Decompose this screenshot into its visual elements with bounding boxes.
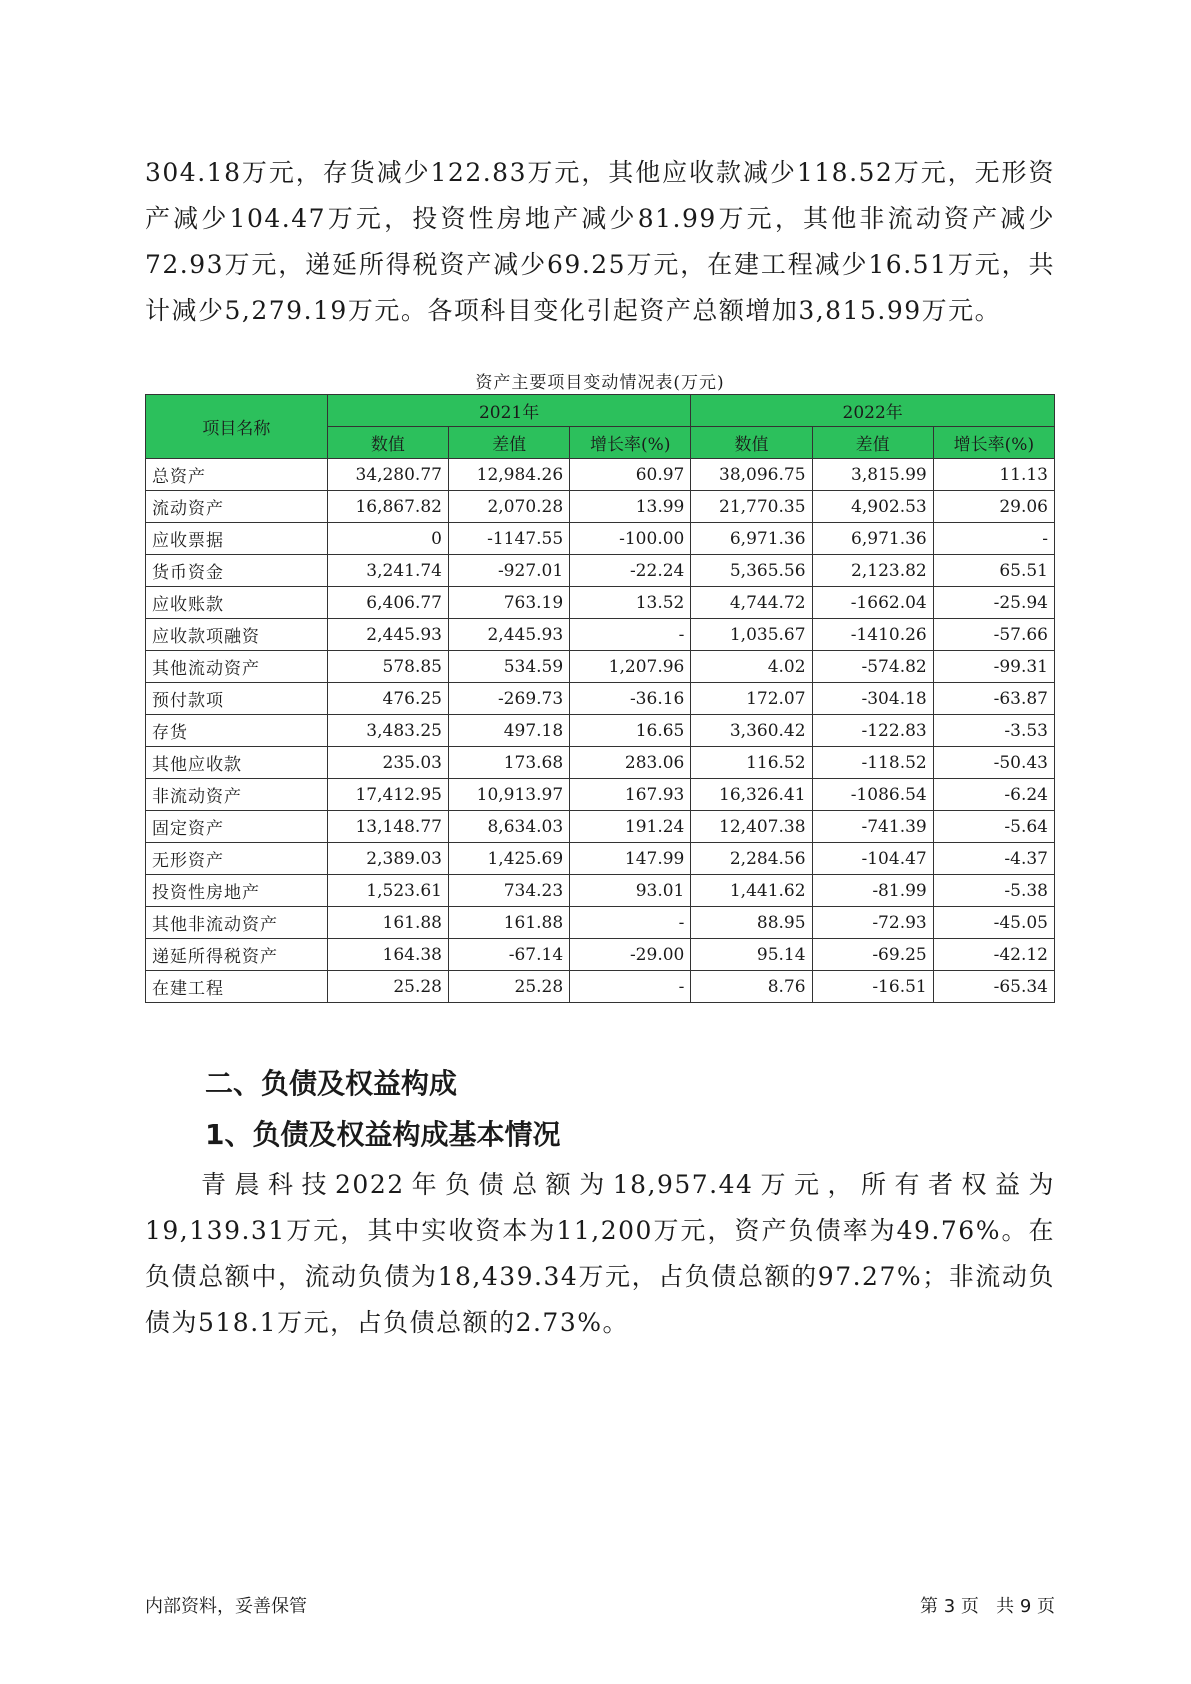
table-row <box>146 651 1055 683</box>
table-row <box>146 779 1055 811</box>
row-item-name: 应收账款 <box>146 587 328 619</box>
row-value-cell: -25.94 <box>933 587 1054 619</box>
row-value-cell: -1086.54 <box>812 779 933 811</box>
row-value-cell: 4,744.72 <box>691 587 812 619</box>
row-value-cell: 8,634.03 <box>448 811 569 843</box>
table-row <box>146 555 1055 587</box>
table-row <box>146 715 1055 747</box>
table-row <box>146 843 1055 875</box>
row-value-cell: 3,483.25 <box>327 715 448 747</box>
year-header-2022: 2022年 <box>691 395 1055 427</box>
row-value-cell: 13,148.77 <box>327 811 448 843</box>
row-value-cell: 763.19 <box>448 587 569 619</box>
row-item-name: 在建工程 <box>146 971 328 1003</box>
row-value-cell: 16,326.41 <box>691 779 812 811</box>
row-value-cell: 88.95 <box>691 907 812 939</box>
row-value-cell: 4.02 <box>691 651 812 683</box>
row-item-name: 递延所得税资产 <box>146 939 328 971</box>
row-value-cell: 534.59 <box>448 651 569 683</box>
row-value-cell: 578.85 <box>327 651 448 683</box>
row-value-cell: 13.52 <box>570 587 691 619</box>
table-row <box>146 523 1055 555</box>
row-value-cell: -22.24 <box>570 555 691 587</box>
row-value-cell: -100.00 <box>570 523 691 555</box>
row-value-cell: 191.24 <box>570 811 691 843</box>
row-value-cell: -69.25 <box>812 939 933 971</box>
footer-confidential-note: 内部资料，妥善保管 <box>145 1596 307 1617</box>
row-value-cell: 34,280.77 <box>327 459 448 491</box>
row-value-cell: -927.01 <box>448 555 569 587</box>
row-value-cell: -1662.04 <box>812 587 933 619</box>
row-item-name: 其他非流动资产 <box>146 907 328 939</box>
row-value-cell: 1,425.69 <box>448 843 569 875</box>
row-value-cell: 476.25 <box>327 683 448 715</box>
row-value-cell: 6,971.36 <box>812 523 933 555</box>
row-value-cell: 3,360.42 <box>691 715 812 747</box>
row-value-cell: -122.83 <box>812 715 933 747</box>
row-value-cell: 16.65 <box>570 715 691 747</box>
row-value-cell: -3.53 <box>933 715 1054 747</box>
growth-header-2022: 增长率(%) <box>933 427 1054 459</box>
row-value-cell: -81.99 <box>812 875 933 907</box>
row-value-cell: 12,984.26 <box>448 459 569 491</box>
row-item-name: 存货 <box>146 715 328 747</box>
row-item-name: 投资性房地产 <box>146 875 328 907</box>
row-value-cell: 173.68 <box>448 747 569 779</box>
row-value-cell: - <box>570 907 691 939</box>
row-value-cell: 161.88 <box>327 907 448 939</box>
row-item-name: 其他应收款 <box>146 747 328 779</box>
body-paragraph: 青晨科技2022年负债总额为18,957.44万元，所有者权益为19,139.31万元，其中实收资本为11,200万元，资产负债率为49.76%。在负债总额中，流动负债为18,439.34万元，占负债总额的97.27%；非流动负债为518.1万元，占负债总额的2.73%。 <box>145 1170 1055 1337</box>
row-value-cell: 16,867.82 <box>327 491 448 523</box>
table-row <box>146 459 1055 491</box>
row-value-cell: -574.82 <box>812 651 933 683</box>
row-value-cell: -1410.26 <box>812 619 933 651</box>
row-value-cell: -5.38 <box>933 875 1054 907</box>
row-value-cell: 11.13 <box>933 459 1054 491</box>
row-value-cell: 3,241.74 <box>327 555 448 587</box>
row-value-cell: 25.28 <box>448 971 569 1003</box>
row-value-cell: 167.93 <box>570 779 691 811</box>
value-header-2021: 数值 <box>327 427 448 459</box>
row-value-cell: 6,406.77 <box>327 587 448 619</box>
row-value-cell: -29.00 <box>570 939 691 971</box>
row-value-cell: -16.51 <box>812 971 933 1003</box>
row-item-name: 货币资金 <box>146 555 328 587</box>
footer-page-number: 第 3 页 共 9 页 <box>920 1596 1055 1617</box>
sub-heading: 1、负债及权益构成基本情况 <box>205 1118 561 1151</box>
row-value-cell: 38,096.75 <box>691 459 812 491</box>
row-item-name: 总资产 <box>146 459 328 491</box>
table-caption: 资产主要项目变动情况表(万元) <box>475 373 725 393</box>
row-value-cell: 93.01 <box>570 875 691 907</box>
table-row <box>146 587 1055 619</box>
row-value-cell: 2,445.93 <box>327 619 448 651</box>
row-value-cell: 60.97 <box>570 459 691 491</box>
row-item-name: 应收票据 <box>146 523 328 555</box>
row-value-cell: 147.99 <box>570 843 691 875</box>
row-value-cell: 29.06 <box>933 491 1054 523</box>
row-value-cell: -45.05 <box>933 907 1054 939</box>
row-value-cell: -118.52 <box>812 747 933 779</box>
row-value-cell: 1,207.96 <box>570 651 691 683</box>
table-row <box>146 619 1055 651</box>
row-value-cell: 283.06 <box>570 747 691 779</box>
row-value-cell: -5.64 <box>933 811 1054 843</box>
row-value-cell: -63.87 <box>933 683 1054 715</box>
row-value-cell: 497.18 <box>448 715 569 747</box>
table-row <box>146 683 1055 715</box>
row-item-name: 无形资产 <box>146 843 328 875</box>
row-item-name: 应收款项融资 <box>146 619 328 651</box>
row-value-cell: - <box>570 971 691 1003</box>
diff-header-2021: 差值 <box>448 427 569 459</box>
row-value-cell: 1,035.67 <box>691 619 812 651</box>
row-value-cell: 95.14 <box>691 939 812 971</box>
row-value-cell: -1147.55 <box>448 523 569 555</box>
row-value-cell: - <box>570 619 691 651</box>
row-value-cell: 161.88 <box>448 907 569 939</box>
section-heading: 二、负债及权益构成 <box>205 1067 458 1100</box>
row-value-cell: 2,445.93 <box>448 619 569 651</box>
row-value-cell: -72.93 <box>812 907 933 939</box>
row-value-cell: 172.07 <box>691 683 812 715</box>
row-value-cell: 25.28 <box>327 971 448 1003</box>
row-item-name: 流动资产 <box>146 491 328 523</box>
row-value-cell: 5,365.56 <box>691 555 812 587</box>
row-value-cell: -50.43 <box>933 747 1054 779</box>
row-value-cell: -741.39 <box>812 811 933 843</box>
row-value-cell: 65.51 <box>933 555 1054 587</box>
row-value-cell: 8.76 <box>691 971 812 1003</box>
row-value-cell: 2,123.82 <box>812 555 933 587</box>
row-value-cell: 116.52 <box>691 747 812 779</box>
row-value-cell: 21,770.35 <box>691 491 812 523</box>
item-name-header: 项目名称 <box>146 395 328 459</box>
table-row <box>146 491 1055 523</box>
row-value-cell: 13.99 <box>570 491 691 523</box>
year-header-2021: 2021年 <box>327 395 691 427</box>
table-row <box>146 747 1055 779</box>
table-body <box>146 459 1055 1003</box>
asset-change-table <box>145 394 1055 1003</box>
row-value-cell: -104.47 <box>812 843 933 875</box>
row-item-name: 固定资产 <box>146 811 328 843</box>
value-header-2022: 数值 <box>691 427 812 459</box>
row-value-cell: - <box>933 523 1054 555</box>
row-value-cell: -269.73 <box>448 683 569 715</box>
row-value-cell: -6.24 <box>933 779 1054 811</box>
row-value-cell: -57.66 <box>933 619 1054 651</box>
row-value-cell: 1,523.61 <box>327 875 448 907</box>
row-item-name: 其他流动资产 <box>146 651 328 683</box>
row-value-cell: 10,913.97 <box>448 779 569 811</box>
table-row <box>146 875 1055 907</box>
row-value-cell: -36.16 <box>570 683 691 715</box>
row-value-cell: 2,389.03 <box>327 843 448 875</box>
row-value-cell: 164.38 <box>327 939 448 971</box>
intro-paragraph: 304.18万元，存货减少122.83万元，其他应收款减少118.52万元，无形资产减少104.47万元，投资性房地产减少81.99万元，其他非流动资产减少72.93万元，递延所得税资产减少69.25万元，在建工程减少16.51万元，共计减少5,279.19万元。各项科目变化引起资产总额增加3,815.99万元。 <box>145 158 1055 325</box>
row-item-name: 非流动资产 <box>146 779 328 811</box>
growth-header-2021: 增长率(%) <box>570 427 691 459</box>
table-row <box>146 811 1055 843</box>
row-value-cell: 734.23 <box>448 875 569 907</box>
row-value-cell: 6,971.36 <box>691 523 812 555</box>
row-value-cell: 4,902.53 <box>812 491 933 523</box>
row-value-cell: 0 <box>327 523 448 555</box>
table-row <box>146 907 1055 939</box>
row-item-name: 预付款项 <box>146 683 328 715</box>
row-value-cell: 2,284.56 <box>691 843 812 875</box>
row-value-cell: 235.03 <box>327 747 448 779</box>
table-row <box>146 971 1055 1003</box>
row-value-cell: 17,412.95 <box>327 779 448 811</box>
row-value-cell: -4.37 <box>933 843 1054 875</box>
row-value-cell: -304.18 <box>812 683 933 715</box>
row-value-cell: 1,441.62 <box>691 875 812 907</box>
row-value-cell: -42.12 <box>933 939 1054 971</box>
diff-header-2022: 差值 <box>812 427 933 459</box>
table-row <box>146 939 1055 971</box>
row-value-cell: -65.34 <box>933 971 1054 1003</box>
row-value-cell: 2,070.28 <box>448 491 569 523</box>
row-value-cell: 3,815.99 <box>812 459 933 491</box>
row-value-cell: -99.31 <box>933 651 1054 683</box>
row-value-cell: 12,407.38 <box>691 811 812 843</box>
row-value-cell: -67.14 <box>448 939 569 971</box>
